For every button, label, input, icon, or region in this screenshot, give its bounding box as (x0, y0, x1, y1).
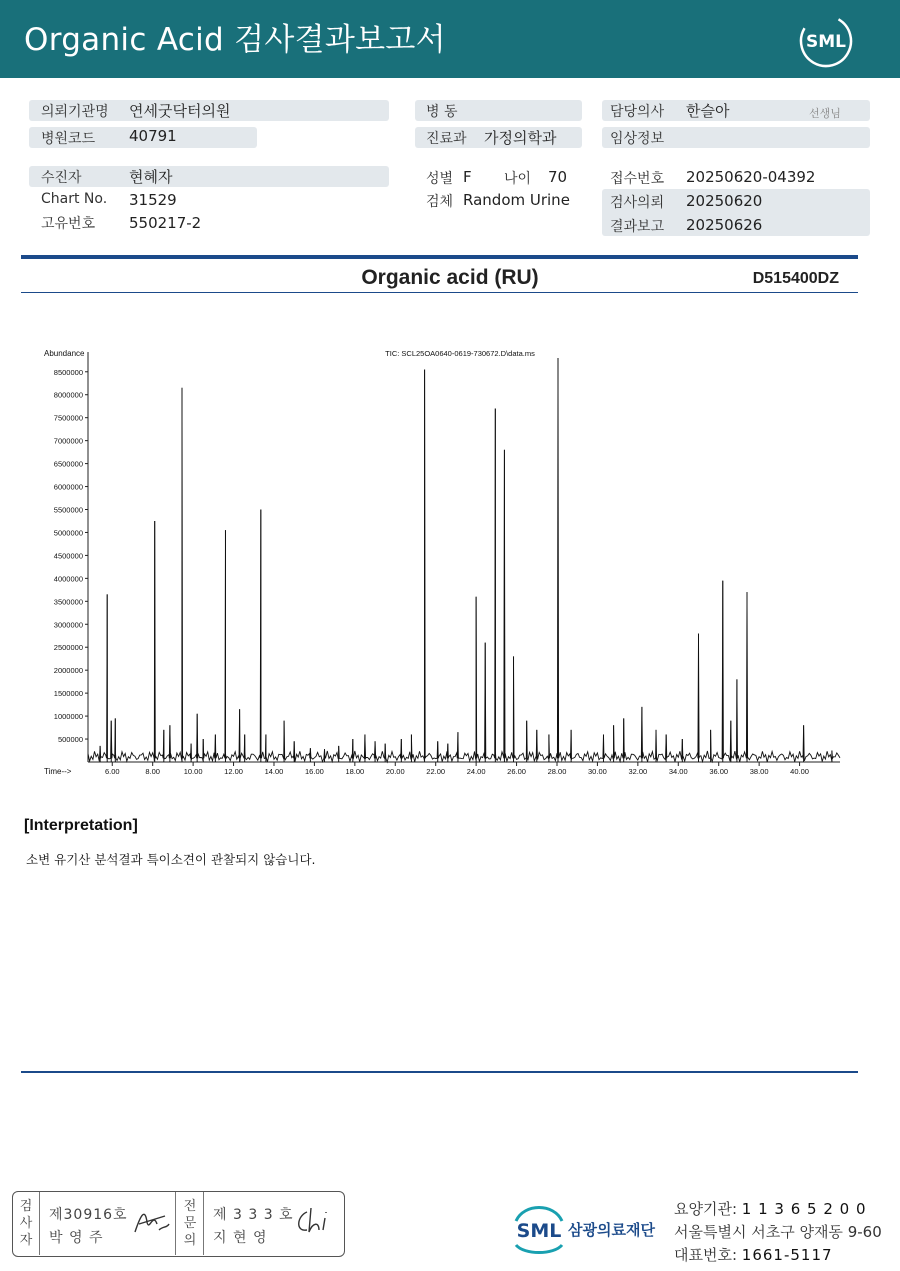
specialist-license: 제 3 3 3 호 (213, 1207, 294, 1223)
unique-no-label: 고유번호 (41, 216, 96, 232)
x-tick-label: 8.00 (145, 767, 160, 776)
x-axis-title: Time--> (44, 767, 72, 776)
ward-label: 병 동 (426, 104, 458, 120)
request-date-label: 검사의뢰 (610, 195, 665, 211)
report-code: D515400DZ (752, 270, 839, 287)
hospital-code-value: 40791 (129, 127, 177, 145)
y-tick-label: 5500000 (53, 505, 83, 515)
chromatogram-chart (30, 340, 850, 780)
y-tick-label: 2000000 (53, 666, 83, 676)
phone-line (674, 1244, 833, 1265)
x-tick-label: 36.00 (709, 767, 729, 776)
title-divider (21, 292, 858, 293)
tester-label-char-3: 자 (19, 1233, 33, 1248)
department-label: 진료과 (426, 131, 467, 147)
care-institution-label: 요양기관: (674, 1200, 738, 1218)
bottom-divider (21, 1071, 858, 1073)
report-date-value: 20250626 (686, 216, 763, 234)
x-tick-label: 38.00 (749, 767, 769, 776)
specialist-label-char-2: 문 (183, 1216, 197, 1231)
x-tick-label: 24.00 (466, 767, 486, 776)
tester-signature-icon (131, 1204, 171, 1238)
y-tick-label: 4500000 (53, 551, 83, 561)
doctor-label: 담당의사 (610, 104, 665, 120)
sml-logo-icon (798, 13, 854, 69)
age-label: 나이 (504, 171, 532, 187)
y-tick-label: 6000000 (53, 482, 83, 492)
header-banner (0, 0, 900, 78)
doctor-suffix: 선생님 (809, 107, 841, 120)
institution-value: 연세굿닥터의원 (129, 102, 231, 120)
y-tick-label: 7000000 (53, 436, 83, 446)
interpretation-text: 소변 유기산 분석결과 특이소견이 관찰되지 않습니다. (26, 852, 316, 867)
receipt-no-label: 접수번호 (610, 171, 665, 187)
tic-trace (88, 358, 840, 762)
chart-no-value: 31529 (129, 191, 177, 209)
x-tick-label: 6.00 (104, 767, 120, 776)
y-tick-label: 8500000 (53, 367, 83, 377)
sig-divider-1 (39, 1192, 40, 1255)
sig-divider-3 (203, 1192, 204, 1255)
department-value: 가정의학과 (484, 129, 557, 147)
x-tick-label: 18.00 (345, 767, 365, 776)
top-divider (21, 255, 858, 259)
sig-divider-2 (175, 1192, 176, 1255)
patient-value: 현혜자 (129, 168, 173, 186)
sml-footer-logo-text: SML (516, 1220, 562, 1242)
care-institution-value: 1 1 3 6 5 2 0 0 (741, 1200, 867, 1218)
x-tick-label: 32.00 (628, 767, 648, 776)
patient-label: 수진자 (41, 170, 82, 186)
phone-label: 대표번호: (674, 1246, 738, 1264)
x-tick-label: 40.00 (790, 767, 809, 776)
unique-no-value: 550217-2 (129, 214, 202, 232)
chromatogram-svg (30, 340, 850, 780)
y-tick-label: 7500000 (53, 413, 83, 423)
sex-value: F (463, 168, 472, 186)
care-institution-line (674, 1198, 867, 1219)
address: 서울특별시 서초구 양재동 9-60 (674, 1223, 882, 1241)
clinical-info-label: 임상정보 (610, 131, 665, 147)
request-date-value: 20250620 (686, 192, 763, 210)
y-tick-label: 5000000 (53, 528, 83, 538)
chart-title: TIC: SCL25OA0640-0619-730672.D\data.ms (385, 349, 535, 358)
sex-label: 성별 (426, 171, 454, 187)
x-tick-label: 22.00 (426, 767, 446, 776)
x-tick-label: 30.00 (588, 767, 607, 776)
institution-label: 의뢰기관명 (41, 104, 109, 120)
footer-org-name: 삼광의료재단 (568, 1221, 655, 1239)
tester-label-char-1: 검 (19, 1199, 33, 1214)
signature-box (12, 1191, 345, 1257)
sml-logo-text: SML (806, 32, 846, 52)
x-tick-label: 34.00 (668, 767, 688, 776)
specialist-signature-icon (293, 1204, 339, 1238)
tester-name: 박 영 주 (49, 1230, 104, 1246)
x-tick-label: 10.00 (183, 767, 203, 776)
hospital-code-label: 병원코드 (41, 131, 96, 147)
specialist-label-char-3: 의 (183, 1233, 197, 1248)
x-tick-label: 28.00 (547, 767, 567, 776)
report-date-label: 결과보고 (610, 219, 665, 235)
y-tick-label: 3000000 (53, 620, 83, 630)
chart-no-label: Chart No. (41, 191, 108, 207)
x-tick-label: 20.00 (385, 767, 405, 776)
specimen-value: Random Urine (463, 191, 570, 209)
interpretation-heading: [Interpretation] (24, 817, 138, 834)
sml-footer-logo-icon (510, 1199, 568, 1257)
phone-value: 1661-5117 (741, 1246, 833, 1264)
report-title: Organic acid (RU) (361, 266, 539, 289)
doctor-value: 한슬아 (686, 102, 730, 120)
y-tick-label: 1500000 (53, 689, 83, 699)
y-axis-title: Abundance (44, 349, 85, 358)
tester-license: 제30916호 (49, 1207, 128, 1223)
specimen-label: 검체 (426, 194, 454, 210)
y-tick-label: 6500000 (53, 459, 83, 469)
y-tick-label: 3500000 (53, 597, 83, 607)
x-tick-label: 16.00 (305, 767, 324, 776)
receipt-no-value: 20250620-04392 (686, 168, 816, 186)
x-tick-label: 14.00 (264, 767, 284, 776)
y-tick-label: 500000 (57, 735, 83, 745)
patient-row (29, 166, 389, 187)
x-tick-label: 12.00 (224, 767, 243, 776)
y-tick-label: 1000000 (53, 712, 83, 722)
y-tick-label: 4000000 (53, 574, 83, 584)
specialist-name: 지 현 영 (213, 1230, 268, 1246)
y-tick-label: 2500000 (53, 643, 83, 653)
report-page-title: Organic Acid 검사결과보고서 (24, 22, 446, 58)
age-value: 70 (548, 168, 568, 186)
tester-label-char-2: 사 (19, 1216, 33, 1231)
y-tick-label: 8000000 (53, 390, 83, 400)
x-tick-label: 26.00 (507, 767, 526, 776)
specialist-label-char-1: 전 (183, 1199, 197, 1214)
